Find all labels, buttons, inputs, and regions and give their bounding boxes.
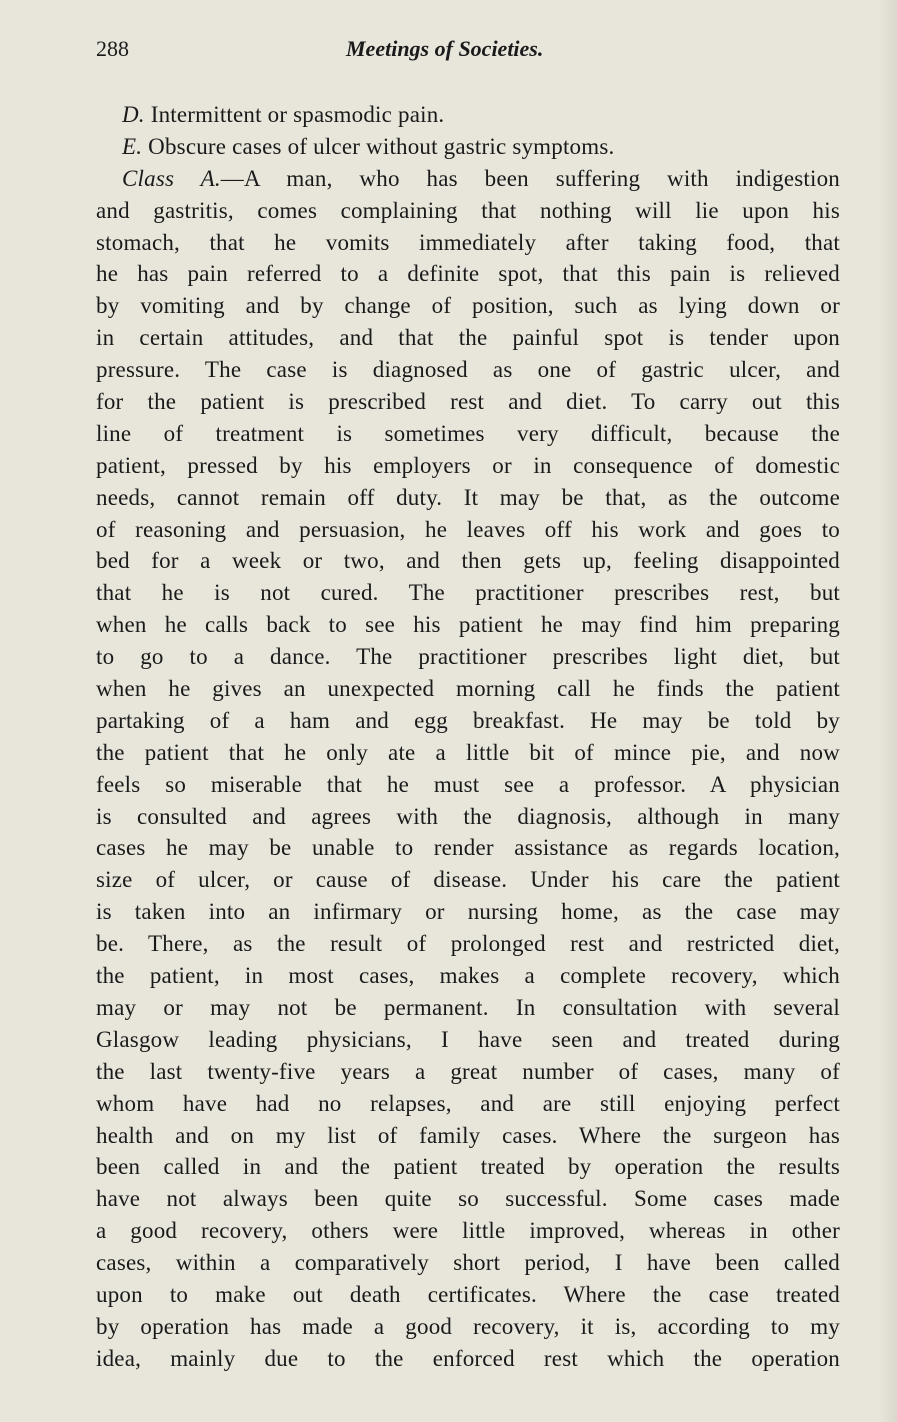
line-text: for the patient is prescribed rest and diet. To carry out this xyxy=(96,389,840,415)
line-text: been called in and the patient treated by operation the results xyxy=(96,1154,840,1180)
line-text: needs, cannot remain off duty. It may be that, as the outcome xyxy=(96,484,840,510)
text-line xyxy=(96,832,840,864)
text-line xyxy=(96,864,840,896)
text-line xyxy=(96,450,840,482)
line-text: is taken into an infirmary or nursing home, as the case may xyxy=(96,899,840,925)
line-lead-italic: D. xyxy=(122,102,145,127)
text-line xyxy=(96,514,840,546)
line-text: cases he may be unable to render assistance as regards location, xyxy=(96,835,840,861)
text-line xyxy=(96,928,840,960)
text-line xyxy=(96,641,840,673)
line-text: he has pain referred to a definite spot, that this pain is relieved xyxy=(96,261,840,287)
text-line xyxy=(96,545,840,577)
running-title: Meetings of Societies. xyxy=(346,36,544,61)
line-text: be. There, as the result of prolonged rest and restricted diet, xyxy=(96,931,840,957)
line-text: pressure. The case is diagnosed as one of gastric ulcer, and xyxy=(96,357,840,383)
line-text: of reasoning and persuasion, he leaves off his work and goes to xyxy=(96,516,840,542)
line-text: may or may not be permanent. In consultation with several xyxy=(96,994,840,1020)
text-line xyxy=(96,386,840,418)
line-text: —A man, who has been suffering with indigestion xyxy=(220,165,840,191)
line-text: the patient, in most cases, makes a complete recovery, which xyxy=(96,963,840,989)
text-line xyxy=(96,1311,840,1343)
page-number: 288 xyxy=(96,36,129,61)
page-edge-shadow xyxy=(879,0,897,1422)
text-line xyxy=(96,131,840,163)
text-line xyxy=(96,577,840,609)
line-text: partaking of a ham and egg breakfast. He may be told by xyxy=(96,707,840,733)
line-text: Intermittent or spasmodic pain. xyxy=(144,102,445,127)
text-line xyxy=(96,1088,840,1120)
line-text: by operation has made a good recovery, it is, according to my xyxy=(96,1313,840,1339)
line-lead-italic: E. xyxy=(122,133,143,159)
text-line xyxy=(96,354,840,386)
line-text: and gastritis, comes complaining that nothing will lie upon his xyxy=(96,197,840,223)
line-text: stomach, that he vomits immediately after taking food, that xyxy=(96,229,840,255)
text-line xyxy=(96,769,840,801)
text-line xyxy=(96,1056,840,1088)
line-text: that he is not cured. The practitioner prescribes rest, but xyxy=(96,580,840,606)
text-line xyxy=(96,227,840,259)
running-head xyxy=(96,36,838,70)
line-text: the patient that he only ate a little bit of mince pie, and now xyxy=(96,739,840,765)
text-line xyxy=(96,1279,840,1311)
text-line xyxy=(96,1024,840,1056)
line-text: by vomiting and by change of position, such as lying down or xyxy=(96,293,840,319)
text-line xyxy=(96,1343,840,1375)
line-text: when he calls back to see his patient he may find him preparing xyxy=(96,612,840,638)
body-text xyxy=(96,99,840,1375)
line-text: upon to make out death certificates. Where the case treated xyxy=(96,1281,840,1307)
text-line xyxy=(96,1183,840,1215)
text-line xyxy=(96,1215,840,1247)
text-line xyxy=(96,705,840,737)
text-line xyxy=(96,290,840,322)
line-text: in certain attitudes, and that the painful spot is tender upon xyxy=(96,325,840,351)
text-line xyxy=(96,258,840,290)
text-line xyxy=(96,960,840,992)
line-text: to go to a dance. The practitioner prescribes light diet, but xyxy=(96,644,840,670)
line-text: line of treatment is sometimes very difficult, because the xyxy=(96,420,840,446)
line-text: patient, pressed by his employers or in consequence of domestic xyxy=(96,452,840,478)
line-text: when he gives an unexpected morning call he finds the patient xyxy=(96,676,840,702)
text-line xyxy=(96,482,840,514)
line-text: a good recovery, others were little improved, whereas in other xyxy=(96,1218,840,1244)
line-text: feels so miserable that he must see a professor. A physician xyxy=(96,771,840,797)
text-line xyxy=(96,673,840,705)
text-line xyxy=(96,418,840,450)
text-line xyxy=(96,1151,840,1183)
line-text: cases, within a comparatively short period, I have been called xyxy=(96,1250,840,1276)
text-line xyxy=(96,195,840,227)
line-text: idea, mainly due to the enforced rest which the operation xyxy=(96,1345,840,1371)
line-text: have not always been quite so successful. Some cases made xyxy=(96,1186,840,1212)
line-text: health and on my list of family cases. Where the surgeon has xyxy=(96,1122,840,1148)
text-line xyxy=(96,737,840,769)
line-text: is consulted and agrees with the diagnosis, although in many xyxy=(96,803,840,829)
line-lead-italic: Class A. xyxy=(122,165,221,191)
text-line xyxy=(96,163,840,195)
text-line xyxy=(96,801,840,833)
text-line xyxy=(96,99,840,131)
text-line xyxy=(96,1120,840,1152)
line-text: size of ulcer, or cause of disease. Under his care the patient xyxy=(96,867,840,893)
text-line xyxy=(96,896,840,928)
line-text: Glasgow leading physicians, I have seen and treated during xyxy=(96,1026,840,1052)
text-line xyxy=(96,609,840,641)
line-text: whom have had no relapses, and are still enjoying perfect xyxy=(96,1090,840,1116)
line-text: bed for a week or two, and then gets up, feeling disappointed xyxy=(96,548,840,574)
text-line xyxy=(96,992,840,1024)
text-line xyxy=(96,1247,840,1279)
line-text: the last twenty-five years a great number of cases, many of xyxy=(96,1058,840,1084)
line-text: Obscure cases of ulcer without gastric symptoms. xyxy=(142,133,615,159)
text-line xyxy=(96,322,840,354)
